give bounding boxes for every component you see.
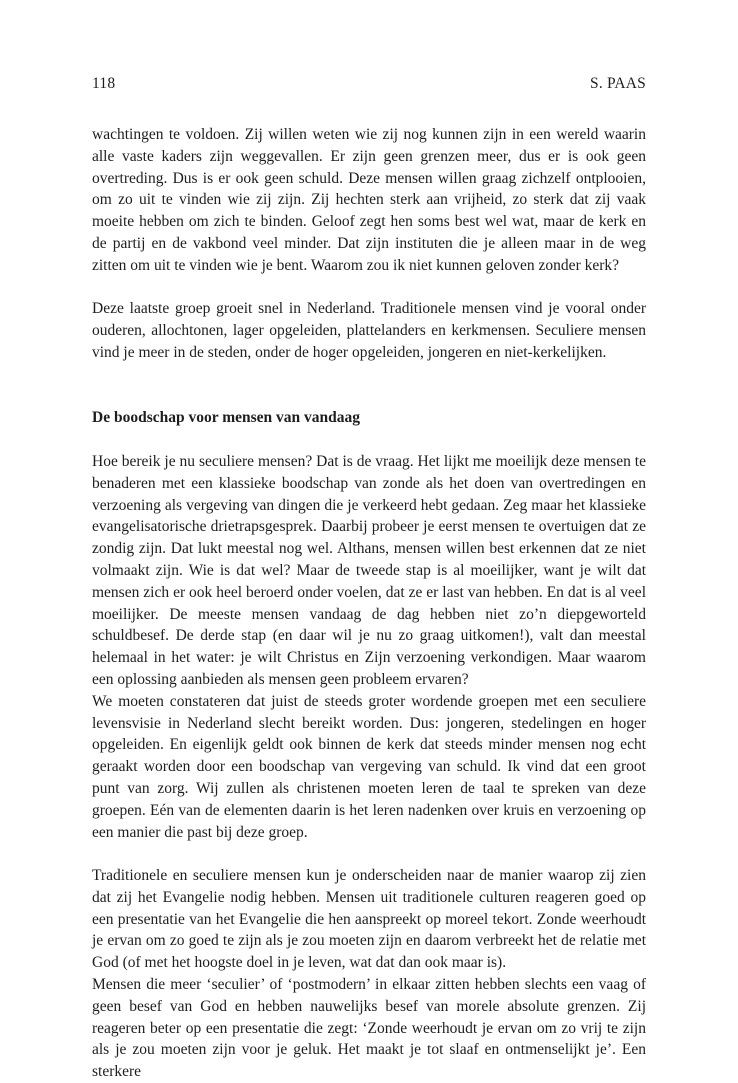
paragraph-gap	[92, 429, 646, 451]
paragraph: Mensen die meer ‘seculier’ of ‘postmodern’ in elkaar zitten hebben slechts een vaag of geen besef van God en hebben nauwelijks besef van morele absolute grenzen. Zij reageren beter op een presentatie die zegt: ‘Zonde weerhoudt je ervan om zo vrij te zijn als je zou moeten zijn voor je geluk. Het maakt je tot slaaf en ontmenselijkt je’. Een sterkere	[92, 976, 646, 1081]
paragraph-gap	[92, 843, 646, 865]
book-page	[92, 74, 646, 1083]
paragraph-gap	[92, 277, 646, 299]
paragraph: We moeten constateren dat juist de steeds groter wordende groepen met een seculiere levensvisie in Nederland slecht bereikt worden. Dus: jongeren, stedelingen en hoger opgeleiden. En eigenlijk geldt ook binnen de kerk dat steeds minder mensen nog echt geraakt worden door een boodschap van vergeving van schuld. Ik vind dat een groot punt van zorg. Wij zullen als christenen moeten leren de taal te spreken van deze groepen. Eén van de elementen daarin is het leren nadenken over kruis en verzoening op een manier die past bij deze groep.	[92, 692, 646, 841]
paragraph: Hoe bereik je nu seculiere mensen? Dat is de vraag. Het lijkt me moeilijk deze mensen te benaderen met een klassieke boodschap van zonde als het doen van overtredingen en verzoening als vergeving van dingen die je verkeerd hebt gedaan. Zeg maar het klassieke evangelisatorische drietrapsgesprek. Daarbij probeer je eerst mensen te overtuigen dat ze zondig zijn. Dat lukt meestal nog wel. Althans, mensen willen best erkennen dat ze niet volmaakt zijn. Wie is dat wel? Maar de tweede stap is al moeilijker, want je wilt dat mensen zich er ook heel beroerd onder voelen, dat ze er last van hebben. En dat is al veel moeilijker. De meeste mensen vandaag de dag hebben niet zo’n diepgeworteld schuldbesef. De derde stap (en daar wil je nu zo graag uitkomen!), valt dan meestal helemaal in het water: je wilt Christus en Zijn verzoening verkondigen. Maar waarom een oplossing aanbieden als mensen geen probleem ervaren?	[92, 452, 646, 688]
page-number: 118	[92, 75, 116, 92]
section-heading: De boodschap voor mensen van vandaag	[92, 409, 360, 427]
paragraph: Traditionele en seculiere mensen kun je onderscheiden naar de manier waarop zij zien dat zij het Evangelie nodig hebben. Mensen uit traditionele culturen reageren goed op een presentatie van het Evangelie die hen aanspreekt op moreel tekort. Zonde weerhoudt je ervan om zo goed te zijn als je zou moeten zijn en daarom verbreekt het de relatie met God (of met het hoogste doel in je leven, wat dat dan ook maar is).	[92, 867, 646, 972]
section-gap	[92, 364, 646, 408]
running-header	[92, 74, 646, 94]
paragraph: Deze laatste groep groeit snel in Nederland. Traditionele mensen vind je vooral onder ouderen, allochtonen, lager opgeleiden, plattelanders en kerkmensen. Seculiere mensen vind je meer in de steden, onder de hoger opgeleiden, jongeren en niet-kerkelijken.	[92, 300, 646, 361]
body-text	[92, 124, 646, 1083]
author-name: S. PAAS	[590, 75, 646, 92]
paragraph: wachtingen te voldoen. Zij willen weten wie zij nog kunnen zijn in een wereld waarin alle vaste kaders zijn weggevallen. Er zijn geen grenzen meer, dus er is ook geen overtreding. Dus is er ook geen schuld. Deze mensen willen graag zichzelf ontplooien, om zo uit te vinden wie zij zijn. Zij hechten sterk aan vrijheid, zo sterk dat zij vaak moeite hebben om zich te binden. Geloof zegt hen soms best wel wat, maar de kerk en de partij en de vakbond veel minder. Dat zijn instituten die je alleen maar in de weg zitten om uit te vinden wie je bent. Waarom zou ik niet kunnen geloven zonder kerk?	[92, 126, 646, 274]
